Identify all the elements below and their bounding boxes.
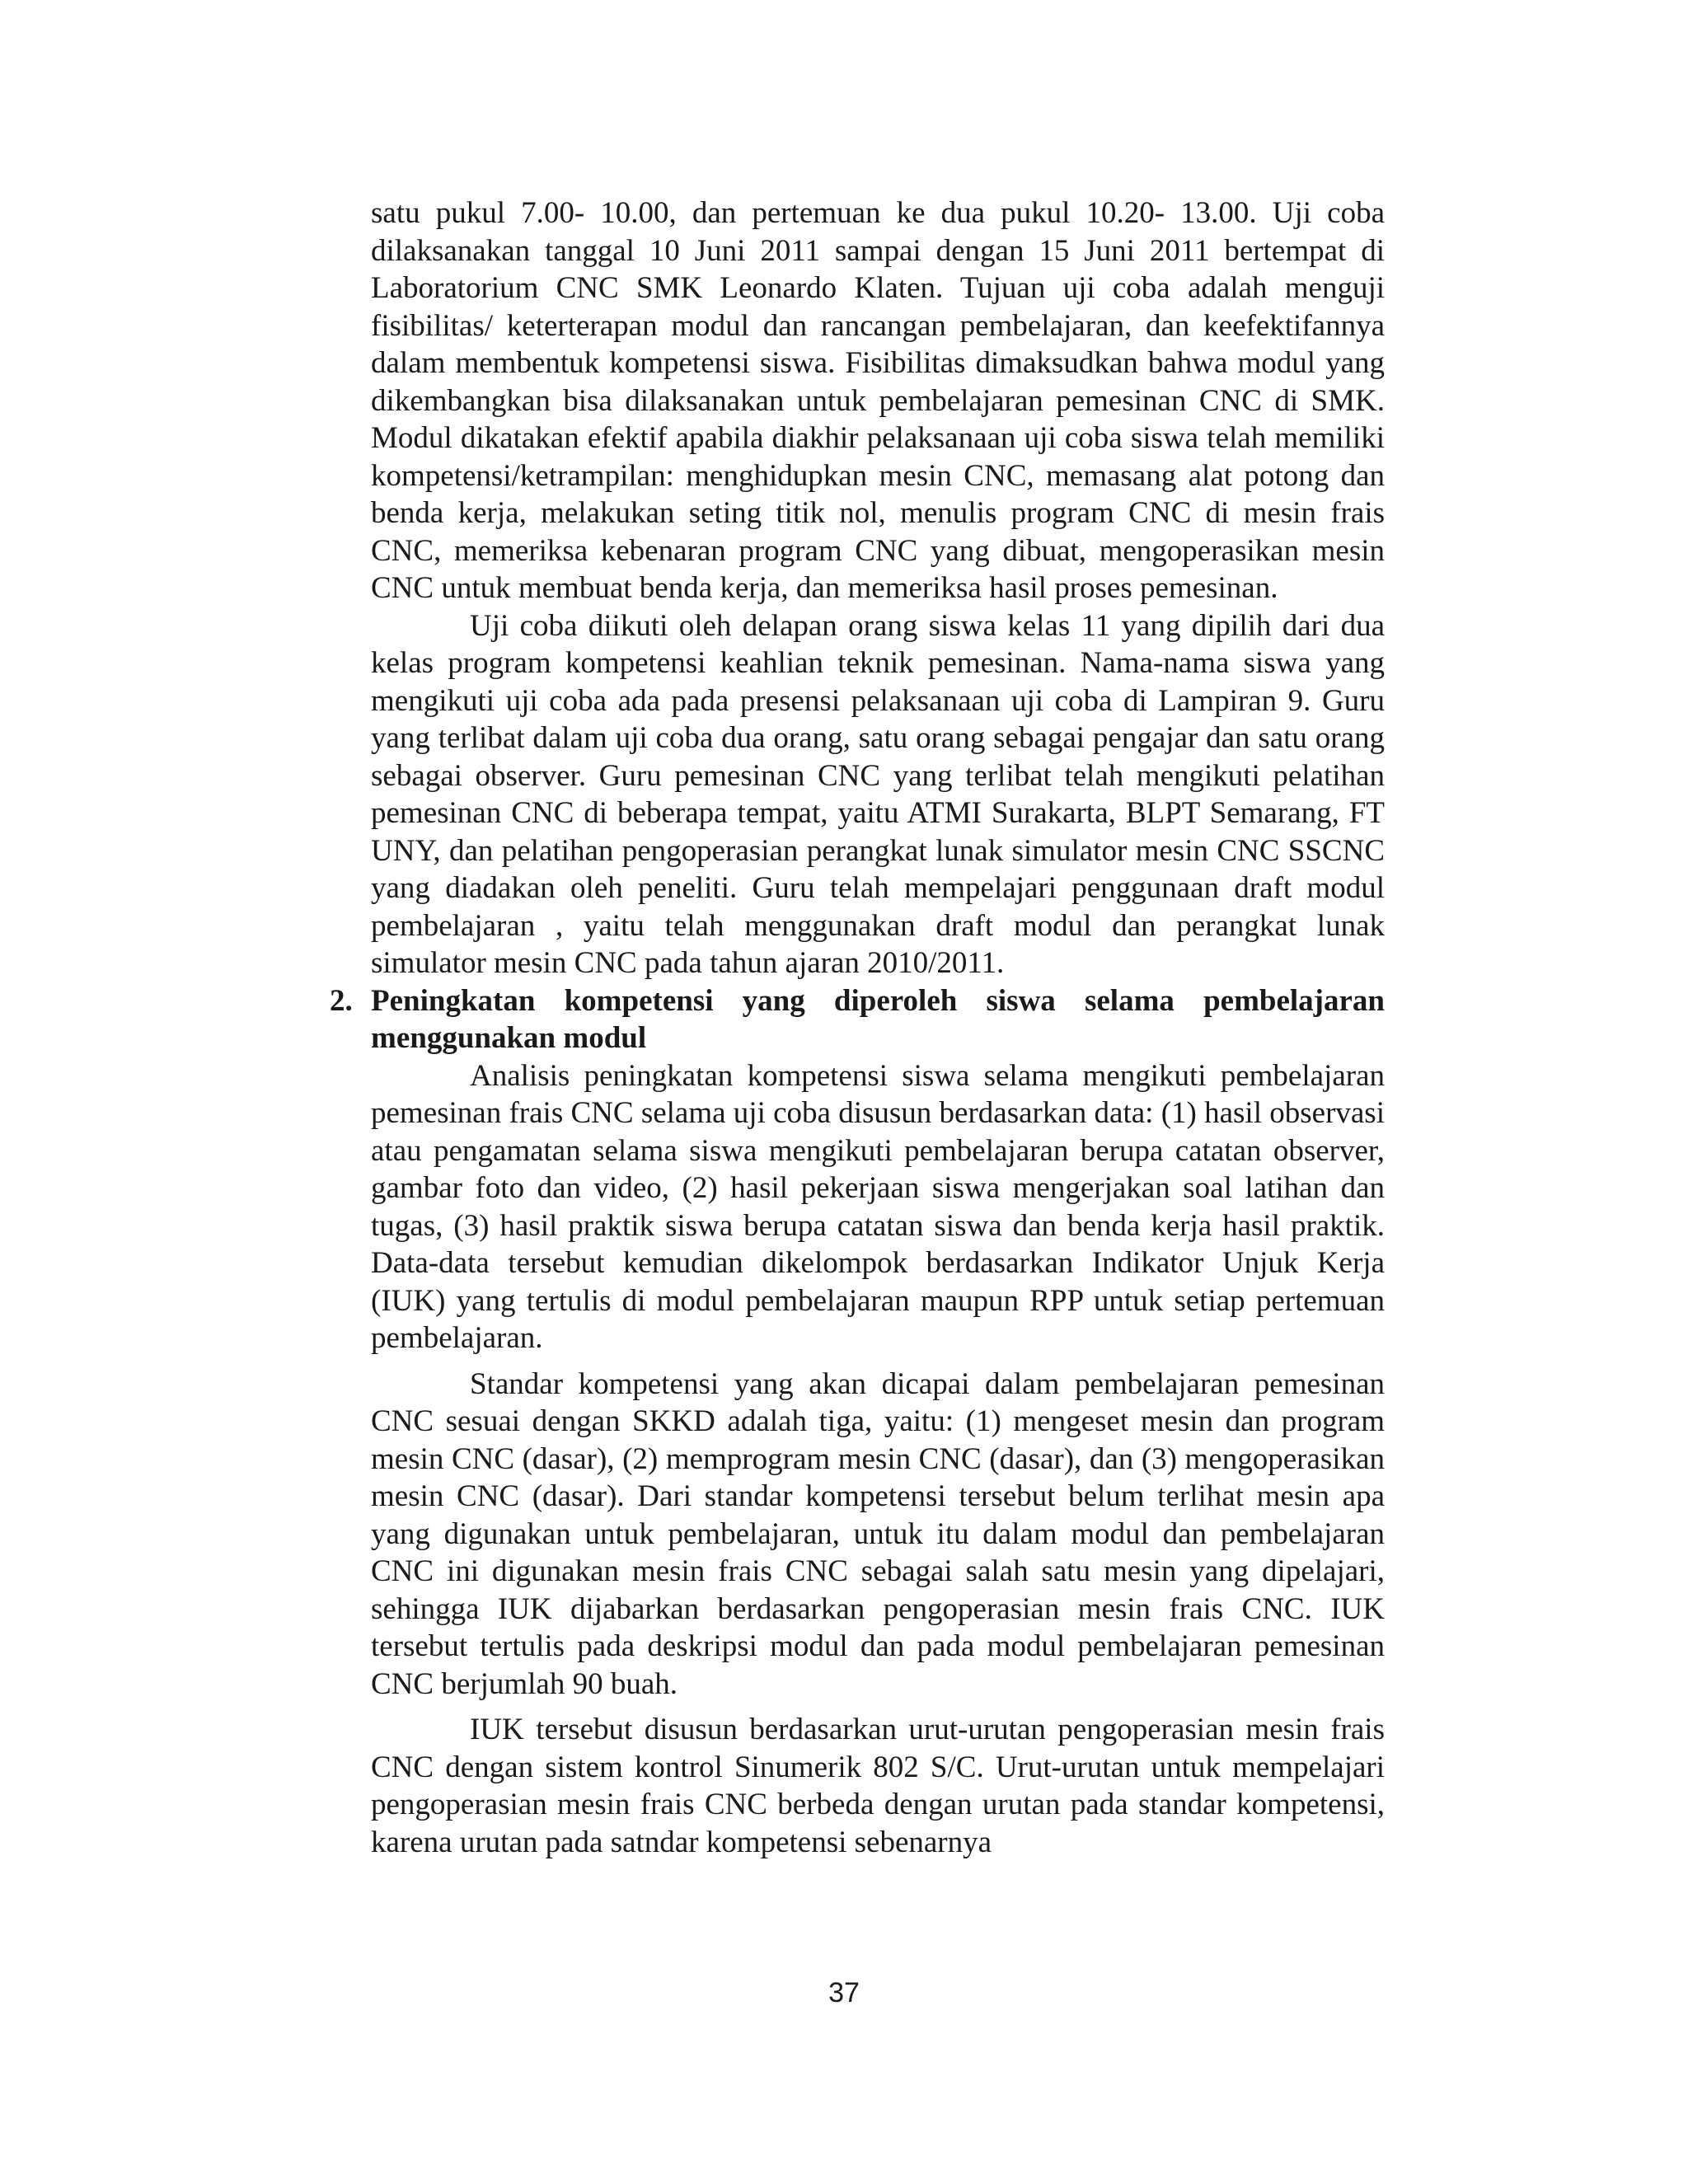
document-body xyxy=(330,194,1385,1861)
page-number: 37 xyxy=(828,1977,860,2008)
body-paragraph: Uji coba diikuti oleh delapan orang siswa kelas 11 yang dipilih dari dua kelas program kompetensi keahlian teknik pemesinan. Nama-nama siswa yang mengikuti uji coba ada pada presensi pelaksanaan uji coba di Lampiran 9. Guru yang terlibat dalam uji coba dua orang, satu orang sebagai pengajar dan satu orang sebagai observer. Guru pemesinan CNC yang terlibat telah mengikuti pelatihan pemesinan CNC di beberapa tempat, yaitu ATMI Surakarta, BLPT Semarang, FT UNY, dan pelatihan pengoperasian perangkat lunak simulator mesin CNC SSCNC yang diadakan oleh peneliti. Guru telah mempelajari penggunaan draft modul pembelajaran , yaitu telah menggunakan draft modul dan perangkat lunak simulator mesin CNC pada tahun ajaran 2010/2011. xyxy=(371,608,1385,980)
body-paragraph: Standar kompetensi yang akan dicapai dalam pembelajaran pemesinan CNC sesuai dengan SKKD adalah tiga, yaitu: (1) mengeset mesin dan program mesin CNC (dasar), (2) memprogram mesin CNC (dasar), dan (3) mengoperasikan mesin CNC (dasar). Dari standar kompetensi tersebut belum terlihat mesin apa yang digunakan untuk pembelajaran, untuk itu dalam modul dan pembelajaran CNC ini digunakan mesin frais CNC sebagai salah satu mesin yang dipelajari, sehingga IUK dijabarkan berdasarkan pengoperasian mesin frais CNC. IUK tersebut tertulis pada deskripsi modul dan pada modul pembelajaran pemesinan CNC berjumlah 90 buah. xyxy=(371,1366,1385,1701)
section-2 xyxy=(330,982,1385,1862)
body-paragraph: Analisis peningkatan kompetensi siswa selama mengikuti pembelajaran pemesinan frais CNC selama uji coba disusun berdasarkan data: (1) hasil observasi atau pengamatan selama siswa mengikuti pembelajaran berupa catatan observer, gambar foto dan video, (2) hasil pekerjaan siswa mengerjakan soal latihan dan tugas, (3) hasil praktik siswa berupa catatan siswa dan benda kerja hasil praktik. Data-data tersebut kemudian dikelompok berdasarkan Indikator Unjuk Kerja (IUK) yang tertulis di modul pembelajaran maupun RPP untuk setiap pertemuan pembelajaran. xyxy=(371,1058,1385,1355)
body-paragraph: satu pukul 7.00- 10.00, dan pertemuan ke dua pukul 10.20- 13.00. Uji coba dilaksanakan tanggal 10 Juni 2011 sampai dengan 15 Juni 2011 bertempat di Laboratorium CNC SMK Leonardo Klaten. Tujuan uji coba adalah menguji fisibilitas/ keterterapan modul dan rancangan pembelajaran, dan keefektifannya dalam membentuk kompetensi siswa. Fisibilitas dimaksudkan bahwa modul yang dikembangkan bisa dilaksanakan untuk pembelajaran pemesinan CNC di SMK. Modul dikatakan efektif apabila diakhir pelaksanaan uji coba siswa telah memiliki kompetensi/ketrampilan: menghidupkan mesin CNC, memasang alat potong dan benda kerja, melakukan seting titik nol, menulis program CNC di mesin frais CNC, memeriksa kebenaran program CNC yang dibuat, mengoperasikan mesin CNC untuk membuat benda kerja, dan memeriksa hasil proses pemesinan. xyxy=(371,196,1385,605)
section-number: 2. xyxy=(330,983,353,1018)
section-heading: Peningkatan kompetensi yang diperoleh siswa selama pembelajaran menggunakan modul xyxy=(371,983,1385,1055)
body-paragraph: IUK tersebut disusun berdasarkan urut-urutan pengoperasian mesin frais CNC dengan sistem kontrol Sinumerik 802 S/C. Urut-urutan untuk mempelajari pengoperasian mesin frais CNC berbeda dengan urutan pada standar kompetensi, karena urutan pada satndar kompetensi sebenarnya xyxy=(371,1713,1385,1859)
